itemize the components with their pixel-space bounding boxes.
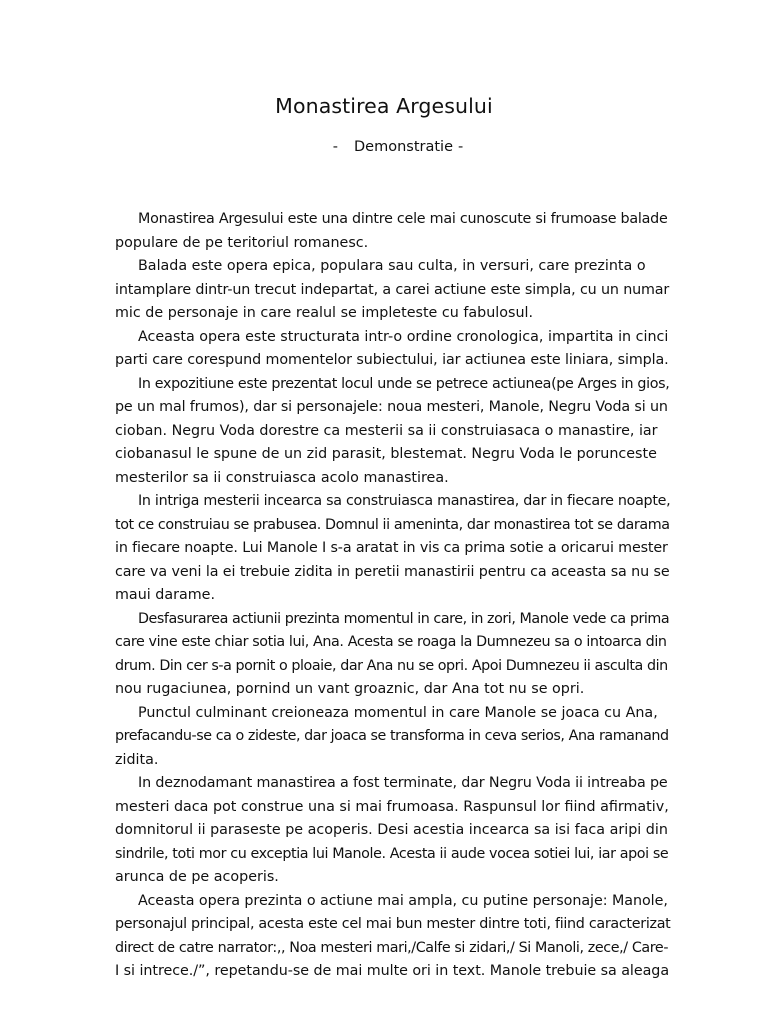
text-line: mic de personaje in care realul se impleteste cu fabulosul. (115, 305, 534, 321)
text-line: In intriga mesterii incearca sa construiasca manastirea, dar in fiecare noapte, (138, 493, 671, 509)
text-line: cioban. Negru Voda dorestre ca mesterii sa ii construiasaca o manastire, iar (115, 422, 658, 439)
text-line: Punctul culminant creioneaza momentul in care Manole se joaca cu Ana, (138, 704, 658, 721)
text-line: Aceasta opera este structurata intr-o ordine cronologica, impartita in cinci (138, 328, 669, 345)
subtitle-dash-left: - (332, 139, 338, 155)
text-line: zidita. (115, 751, 159, 768)
text-line: prefacandu-se ca o zideste, dar joaca se transforma in ceva serios, Ana ramanand (115, 728, 669, 744)
text-line: Balada este opera epica, populara sau culta, in versuri, care prezinta o (138, 258, 646, 274)
document-title: Monastirea Argesului (275, 94, 493, 118)
subtitle-text: Demonstratie (354, 139, 453, 155)
text-line: mesterilor sa ii construiasca acolo manastirea. (115, 469, 449, 486)
document-body (115, 208, 670, 984)
text-line: care va veni la ei trebuie zidita in peretii manastirii pentru ca aceasta sa nu se (115, 563, 670, 580)
text-line: maui darame. (115, 587, 216, 603)
text-line: populare de pe teritoriul romanesc. (115, 234, 369, 251)
text-line: ciobanasul le spune de un zid parasit, blestemat. Negru Voda le porunceste (115, 446, 657, 462)
text-line: Monastirea Argesului este una dintre cele mai cunoscute si frumoase balade (138, 211, 668, 227)
text-line: parti care corespund momentelor subiectului, iar actiunea este liniara, simpla. (115, 352, 669, 368)
text-line: arunca de pe acoperis. (115, 869, 279, 885)
text-line: nou rugaciunea, pornind un vant groaznic, dar Ana tot nu se opri. (115, 681, 585, 697)
text-line: direct de catre narrator:,, Noa mesteri mari,/Calfe si zidari,/ Si Manoli, zece,/ Care- (115, 939, 669, 956)
text-line: pe un mal frumos), dar si personajele: noua mesteri, Manole, Negru Voda si un (115, 399, 668, 415)
text-line: domnitorul ii paraseste pe acoperis. Desi acestia incearca sa isi faca aripi din (115, 822, 668, 838)
document-subtitle (0, 137, 768, 157)
text-line: I si intrece./”, repetandu-se de mai multe ori in text. Manole trebuie sa aleaga (115, 963, 670, 979)
text-line: care vine este chiar sotia lui, Ana. Acesta se roaga la Dumnezeu sa o intoarca din (115, 634, 667, 650)
text-line: in fiecare noapte. Lui Manole I s-a aratat in vis ca prima sotie a oricarui mester (115, 540, 668, 556)
text-line: mesteri daca pot construe una si mai frumoasa. Raspunsul lor fiind afirmativ, (115, 798, 669, 815)
text-line: personajul principal, acesta este cel mai bun mester dintre toti, fiind caracterizat (115, 916, 671, 932)
text-line: Desfasurarea actiunii prezinta momentul in care, in zori, Manole vede ca prima (138, 610, 670, 627)
text-line: tot ce construiau se prabusea. Domnul ii ameninta, dar monastirea tot se darama (115, 516, 670, 533)
text-line: drum. Din cer s-a pornit o ploaie, dar Ana nu se opri. Apoi Dumnezeu ii asculta din (115, 657, 668, 674)
text-line: intamplare dintr-un trecut indepartat, a carei actiune este simpla, cu un numar (115, 281, 670, 298)
text-line: sindrile, toti mor cu exceptia lui Manole. Acesta ii aude vocea sotiei lui, iar apoi se (115, 845, 669, 862)
text-line: In deznodamant manastirea a fost terminate, dar Negru Voda ii intreaba pe (138, 775, 668, 791)
text-line: Aceasta opera prezinta o actiune mai ampla, cu putine personaje: Manole, (138, 892, 668, 909)
subtitle-dash-right: - (458, 139, 464, 155)
text-line: In expozitiune este prezentat locul unde se petrece actiunea(pe Arges in gios, (138, 375, 670, 392)
